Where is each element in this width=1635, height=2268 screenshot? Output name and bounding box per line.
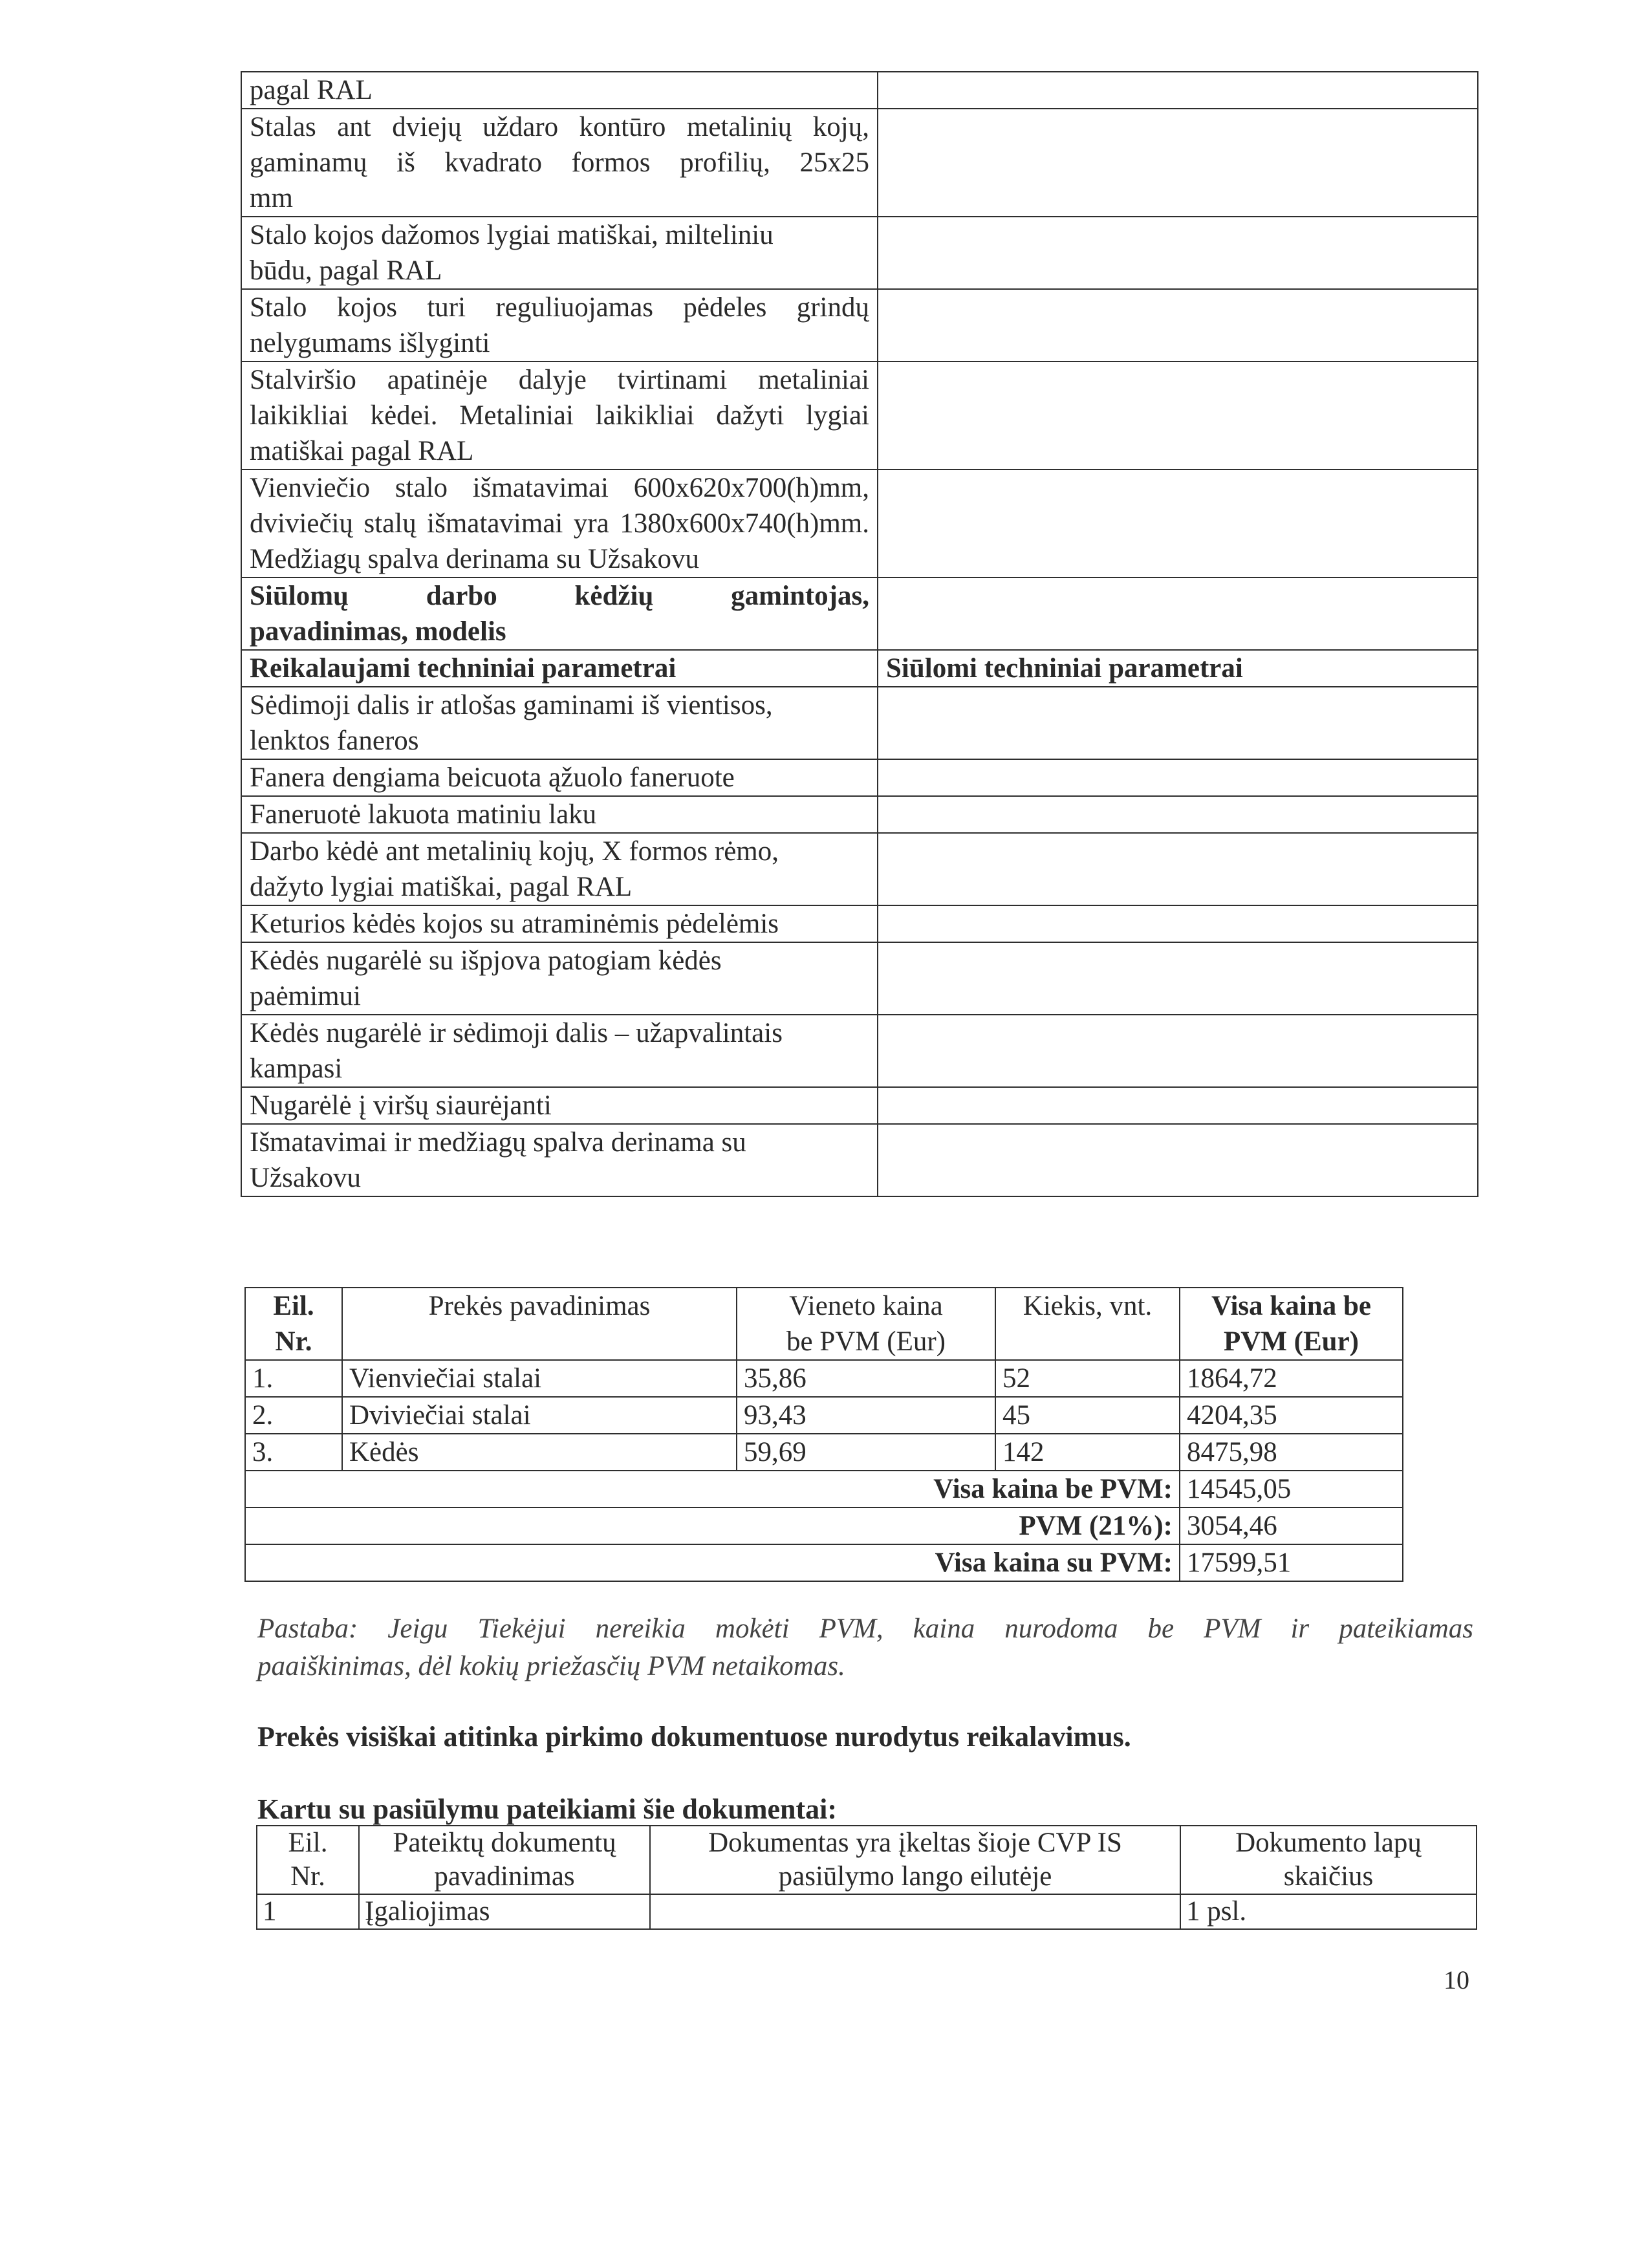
spec-text: pavadinimas, modelis	[250, 616, 506, 647]
summary-label: Visa kaina su PVM:	[245, 1544, 1180, 1581]
price-table	[244, 1287, 1403, 1582]
table-row	[241, 833, 1478, 905]
spec-header-right: Siūlomi techniniai parametrai	[878, 650, 1478, 687]
cell-total: 1864,72	[1180, 1360, 1403, 1397]
table-row	[245, 1434, 1403, 1471]
header-text: skaičius	[1283, 1861, 1374, 1892]
spec-text: kampasi	[250, 1053, 343, 1084]
spec-cell: Nugarėlė į viršų siaurėjanti	[241, 1087, 878, 1124]
col-header-pages	[1180, 1826, 1477, 1894]
cell-name: Dviviečiai stalai	[342, 1397, 737, 1434]
col-header-cvp	[650, 1826, 1180, 1894]
table-row	[241, 796, 1478, 833]
cell-total: 8475,98	[1180, 1434, 1403, 1471]
summary-value: 14545,05	[1180, 1471, 1403, 1507]
offered-cell	[878, 289, 1478, 362]
spec-text: dažyto lygiai matiškai, pagal RAL	[250, 872, 633, 902]
spec-cell: Faneruotė lakuota matiniu laku	[241, 796, 878, 833]
spec-text: Išmatavimai ir medžiagų spalva derinama su	[250, 1127, 746, 1158]
spec-text: Užsakovu	[250, 1163, 361, 1193]
cell-nr: 1	[257, 1894, 359, 1929]
col-header-total	[1180, 1288, 1403, 1360]
col-header-nr	[245, 1288, 342, 1360]
header-text: Pateiktų dokumentų	[393, 1828, 616, 1858]
spec-text: Kėdės nugarėlė ir sėdimoji dalis – užapvalintais	[250, 1018, 783, 1048]
header-text: Nr.	[275, 1326, 312, 1357]
spec-cell: Keturios kėdės kojos su atraminėmis pėdelėmis	[241, 905, 878, 942]
spec-text: mm	[250, 183, 293, 213]
spec-text: matiškai pagal RAL	[250, 436, 474, 466]
spec-cell	[241, 687, 878, 759]
header-text: be PVM (Eur)	[786, 1326, 946, 1357]
table-row	[241, 1015, 1478, 1087]
offered-cell	[878, 1015, 1478, 1087]
offered-cell	[878, 759, 1478, 796]
cell-qty: 52	[995, 1360, 1180, 1397]
header-text: Visa kaina be	[1211, 1291, 1371, 1321]
header-text: Eil.	[288, 1828, 328, 1858]
offered-cell	[878, 942, 1478, 1015]
header-text: pavadinimas	[434, 1861, 575, 1892]
spec-cell	[241, 362, 878, 470]
col-header-unit-price	[737, 1288, 995, 1360]
table-row	[245, 1397, 1403, 1434]
vat-note-line: Pastaba: Jeigu Tiekėjui nereikia mokėti PVM, kaina nurodoma be PVM ir pateikiamas	[257, 1614, 1473, 1644]
spec-cell: Fanera dengiama beicuota ąžuolo faneruote	[241, 759, 878, 796]
cell-unit-price: 93,43	[737, 1397, 995, 1434]
spec-cell	[241, 289, 878, 362]
table-header-row	[245, 1288, 1403, 1360]
spec-text: Sėdimoji dalis ir atlošas gaminami iš vientisos,	[250, 690, 773, 720]
table-row	[241, 650, 1478, 687]
spec-table	[241, 71, 1478, 1197]
table-row	[241, 362, 1478, 470]
cell-name: Kėdės	[342, 1434, 737, 1471]
documents-title: Kartu su pasiūlymu pateikiami šie dokumentai:	[257, 1793, 838, 1825]
offered-cell	[878, 796, 1478, 833]
spec-cell	[241, 470, 878, 578]
summary-value: 3054,46	[1180, 1507, 1403, 1544]
offered-cell	[878, 109, 1478, 217]
cell-nr: 1.	[245, 1360, 342, 1397]
summary-label: PVM (21%):	[245, 1507, 1180, 1544]
cell-nr: 3.	[245, 1434, 342, 1471]
spec-text: paėmimui	[250, 981, 361, 1011]
header-text: Dokumentas yra įkeltas šioje CVP IS	[708, 1828, 1122, 1858]
spec-text: Stalo kojos dažomos lygiai matiškai, milteliniu	[250, 220, 774, 250]
spec-cell	[241, 833, 878, 905]
table-row	[241, 72, 1478, 109]
offered-cell	[878, 362, 1478, 470]
cell-cvp	[650, 1894, 1180, 1929]
spec-text: Medžiagų spalva derinama su Užsakovu	[250, 544, 699, 574]
header-text: Vieneto kaina	[789, 1291, 943, 1321]
spec-cell	[241, 942, 878, 1015]
table-header-row	[257, 1826, 1477, 1894]
cell-pages: 1 psl.	[1180, 1894, 1477, 1929]
vat-note-line: paaiškinimas, dėl kokių priežasčių PVM netaikomas.	[257, 1651, 845, 1681]
table-row	[241, 578, 1478, 650]
spec-cell	[241, 109, 878, 217]
vat-note	[257, 1610, 1473, 1685]
table-row	[241, 687, 1478, 759]
table-row	[245, 1360, 1403, 1397]
offered-cell	[878, 470, 1478, 578]
offered-cell	[878, 1124, 1478, 1196]
table-row	[241, 942, 1478, 1015]
table-row	[241, 759, 1478, 796]
header-text: pasiūlymo lango eilutėje	[778, 1861, 1052, 1892]
cell-unit-price: 59,69	[737, 1434, 995, 1471]
table-row	[241, 289, 1478, 362]
spec-cell	[241, 72, 878, 109]
cell-name: Vienviečiai stalai	[342, 1360, 737, 1397]
table-row	[241, 109, 1478, 217]
header-text: Eil.	[273, 1291, 314, 1321]
offered-cell	[878, 217, 1478, 289]
spec-text: pagal RAL	[250, 75, 373, 105]
spec-text: lenktos faneros	[250, 726, 419, 756]
offered-cell	[878, 833, 1478, 905]
cell-qty: 45	[995, 1397, 1180, 1434]
cell-nr: 2.	[245, 1397, 342, 1434]
spec-cell	[241, 1124, 878, 1196]
summary-value: 17599,51	[1180, 1544, 1403, 1581]
header-text: PVM (Eur)	[1224, 1326, 1359, 1357]
compliance-statement: Prekės visiškai atitinka pirkimo dokumentuose nurodytus reikalavimus.	[257, 1721, 1131, 1753]
spec-text: Stalviršio apatinėje dalyje tvirtinami metaliniai laikikliai kėdei. Metaliniai laikikliai dažyti lygiai	[250, 365, 869, 431]
spec-text: Stalo kojos turi reguliuojamas pėdeles grindų	[250, 292, 869, 323]
documents-table	[256, 1825, 1477, 1930]
offered-cell	[878, 72, 1478, 109]
summary-label: Visa kaina be PVM:	[245, 1471, 1180, 1507]
cell-unit-price: 35,86	[737, 1360, 995, 1397]
page-number: 10	[1444, 1965, 1469, 1994]
header-text: Dokumento lapų	[1235, 1828, 1422, 1858]
table-row	[241, 1124, 1478, 1196]
spec-text: Stalas ant dviejų uždaro kontūro metalinių kojų, gaminamų iš kvadrato formos profilių, 25x25	[250, 112, 869, 178]
col-header-name: Prekės pavadinimas	[342, 1288, 737, 1360]
spec-header-left: Reikalaujami techniniai parametrai	[241, 650, 878, 687]
summary-row	[245, 1544, 1403, 1581]
spec-text: Siūlomų darbo kėdžių gamintojas,	[250, 581, 869, 611]
spec-cell	[241, 578, 878, 650]
spec-text: nelygumams išlyginti	[250, 328, 490, 358]
cell-total: 4204,35	[1180, 1397, 1403, 1434]
table-row	[257, 1894, 1477, 1929]
cell-qty: 142	[995, 1434, 1180, 1471]
spec-cell	[241, 217, 878, 289]
col-header-doc-name	[359, 1826, 650, 1894]
spec-text: Darbo kėdė ant metalinių kojų, X formos rėmo,	[250, 836, 779, 867]
col-header-qty: Kiekis, vnt.	[995, 1288, 1180, 1360]
summary-row	[245, 1471, 1403, 1507]
col-header-nr	[257, 1826, 359, 1894]
spec-text: Vienviečio stalo išmatavimai 600x620x700(h)mm, dviviečių stalų išmatavimai yra 1380x600x740(h)mm.	[250, 473, 869, 539]
spec-cell	[241, 1015, 878, 1087]
table-row	[241, 1087, 1478, 1124]
offered-cell	[878, 1087, 1478, 1124]
header-text: Nr.	[290, 1861, 325, 1892]
offered-cell	[878, 578, 1478, 650]
table-row	[241, 905, 1478, 942]
spec-text: Kėdės nugarėlė su išpjova patogiam kėdės	[250, 945, 722, 976]
summary-row	[245, 1507, 1403, 1544]
cell-doc-name: Įgaliojimas	[359, 1894, 650, 1929]
table-row	[241, 217, 1478, 289]
offered-cell	[878, 687, 1478, 759]
table-row	[241, 470, 1478, 578]
spec-text: būdu, pagal RAL	[250, 255, 442, 286]
offered-cell	[878, 905, 1478, 942]
